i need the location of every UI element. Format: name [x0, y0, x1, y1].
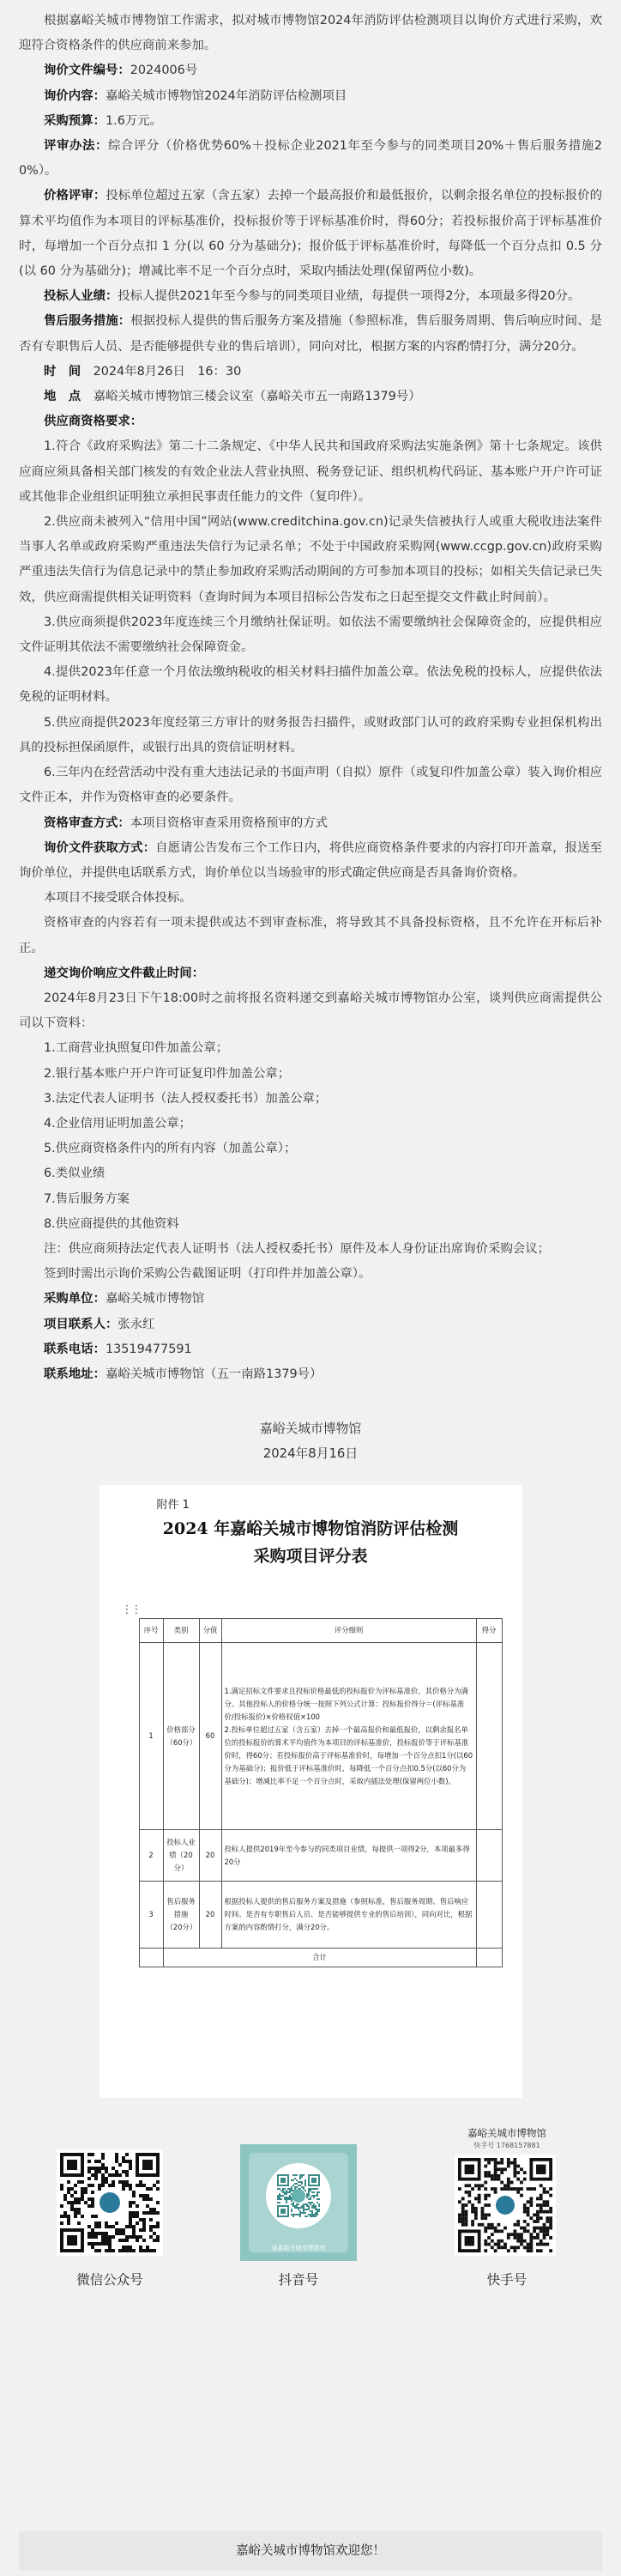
- table-cell: 20: [199, 1830, 221, 1882]
- table-header: 评分细则: [221, 1619, 476, 1643]
- material-item: 3.法定代表人证明书（法人授权委托书）加盖公章；: [44, 1091, 328, 1106]
- table-header: 分值: [199, 1619, 221, 1643]
- material-item: 4.企业信用证明加盖公章；: [44, 1116, 192, 1130]
- deadline-title: 递交询价响应文件截止时间：: [44, 966, 205, 980]
- material-item: 5.供应商资格条件内的所有内容（加盖公章）；: [44, 1142, 297, 1156]
- table-header: 类别: [163, 1619, 199, 1643]
- requirement-item: 6.三年内在经营活动中没有重大违法记录的书面声明（自拟）原件（或复印件加盖公章）装入询价相应文件正本，并作为资格审查的必要条件。: [19, 766, 602, 805]
- doc-no-line: 询价文件编号：2024006号: [44, 64, 198, 78]
- table-cell: 20: [199, 1882, 221, 1949]
- sign-date: 2024年8月16日: [262, 1446, 359, 1462]
- requirements-title: 供应商资格要求：: [44, 415, 143, 429]
- attachment-label: 附件 1: [156, 1499, 190, 1512]
- attachment-image: [99, 1485, 522, 2098]
- requirement-item: 1.符合《政府采购法》第二十二条规定、《中华人民共和国政府采购法实施条例》第十七条规定。该供应商应须具备相关部门核发的有效企业法人营业执照、税务登记证、组织机构代码证、基本账户开户许可证或其他非企业组织证明独立承担民事责任能力的文件（复印件）。: [19, 439, 602, 504]
- table-cell: 60: [199, 1643, 221, 1830]
- table-cell: 投标人提供2019年至今参与的同类项目业绩，每提供一项得2分，本项最多得20分: [221, 1830, 476, 1882]
- douyin-qr[interactable]: [240, 2144, 357, 2261]
- place-line: 地 点 嘉峪关城市博物馆三楼会议室（嘉峪关市五一南路1379号）: [44, 390, 421, 404]
- obtain-method-line: 询价文件获取方式：自愿请公告发布三个工作日内，将供应商资格条件要求的内容打印开盖章，报送至询价单位，并提供电话联系方式，询价单位以当场验审的形式确定供应商是否具备询价资格。: [19, 840, 602, 880]
- table-cell: 投标人业绩（20分）: [163, 1830, 199, 1882]
- wechat-qr[interactable]: [57, 2149, 163, 2256]
- table-row: [139, 1882, 502, 1949]
- attendance-note: 注：供应商须持法定代表人证明书（法人授权委托书）原件及本人身份证出席询价采购会议；: [44, 1241, 551, 1256]
- wechat-qr-code-icon: [57, 2149, 163, 2256]
- requirement-item: 5.供应商提供2023年度经第三方审计的财务报告扫描件，或财政部门认可的政府采购专业担保机构出具的投标担保函原件，或银行出具的资信证明材料。: [19, 715, 602, 755]
- buyer-line: 采购单位：嘉峪关城市博物馆: [44, 1292, 205, 1306]
- table-header: 序号: [139, 1619, 163, 1643]
- table-header-row: [139, 1619, 502, 1643]
- contact-line: 项目联系人：张永红: [44, 1317, 155, 1331]
- kuaishou-qr-code-icon: [455, 2155, 556, 2256]
- table-cell: [476, 1882, 502, 1949]
- table-row: [139, 1949, 502, 1967]
- table-cell: 售后服务措施（20分）: [163, 1882, 199, 1949]
- attachment-title-line1: 2024 年嘉峪关城市博物馆消防评估检测: [162, 1519, 459, 1539]
- table-cell: [476, 1830, 502, 1882]
- kuaishou-qr[interactable]: [455, 2155, 556, 2256]
- douyin-caption: @嘉峪关城市博物馆: [271, 2245, 326, 2252]
- table-cell: 1: [139, 1643, 163, 1830]
- requirement-item: 2.供应商未被列入“信用中国”网站(www.creditchina.gov.cn)记录失信被执行人或重大税收违法案件当事人名单或政府采购严重违法失信行为记录名单；不处于中国政府采购网(www.ccgp.gov.cn)政府采购严重违法失信行为信息记录中的禁止参加政府采购活动期间的方可参加本项目的投标；如相关失信记录已失效，供应商需提供相关证明资料（查询时间为本项目招标公告发布之日起至提交文件截止时间前）。: [19, 515, 602, 604]
- eval-method-line: 评审办法：综合评分（价格优势60%＋投标企业2021年至今参与的同类项目20%＋售后服务措施20%）。: [19, 139, 602, 179]
- table-cell: [139, 1949, 163, 1967]
- price-eval-line: 价格评审：投标单位超过五家（含五家）去掉一个最高报价和最低报价，以剩余报名单位的投标报价的算术平均值作为本项目的评标基准价，投标报价等于评标基准价时，得60分；若投标报价高于评标基准价时，每增加一个百分点扣 1 分(以 60 分为基础分)；报价低于评标基准价时，每降低一个百分点扣 0.5 分(以 60 分为基础分)；增减比率不足一个百分点时，采取内插法处理(保留两位小数)。: [19, 189, 602, 279]
- footer-welcome: 嘉峪关城市博物馆欢迎您！: [19, 2531, 602, 2571]
- no-consortium-line: 本项目不接受联合体投标。: [44, 891, 192, 906]
- requirement-item: 3.供应商须提供2023年度连续三个月缴纳社保证明。如依法不需要缴纳社会保障资金的，应提供相应文件证明其依法不需要缴纳社会保障资金。: [19, 615, 602, 655]
- table-cell: 价格部分（60分）: [163, 1643, 199, 1830]
- table-cell: 根据投标人提供的售后服务方案及措施（参照标准，售后服务周期、售后响应时间、是否有专职售后人员、是否能够提供专业的售后培训），同向对比，根据方案的内容酌情打分，满分20分。: [221, 1882, 476, 1949]
- address-line: 联系地址：嘉峪关城市博物馆（五一南路1379号）: [44, 1367, 323, 1381]
- intro-paragraph: 根据嘉峪关城市博物馆工作需求，拟对城市博物馆2024年消防评估检测项目以询价方式进行采购，欢迎符合资格条件的供应商前来参加。: [19, 14, 602, 53]
- table-cell: 2: [139, 1830, 163, 1882]
- material-item: 7.售后服务方案: [44, 1191, 130, 1206]
- performance-line: 投标人业绩：投标人提供2021年至今参与的同类项目业绩，每提供一项得2分，本项最多得20分。: [44, 289, 581, 304]
- table-row: [139, 1830, 502, 1882]
- qual-note-line: 资格审查的内容若有一项未提供或达不到审查标准，将导致其不具备投标资格，且不允许在开标后补正。: [19, 916, 602, 955]
- table-row: [139, 1643, 502, 1830]
- kuaishou-label: 快手号: [486, 2272, 528, 2288]
- table-cell: 合计: [163, 1949, 476, 1967]
- table-header: 得分: [476, 1619, 502, 1643]
- deadline-text: 2024年8月23日下午18:00时之前将报名资料递交到嘉峪关城市博物馆办公室，谈判供应商需提供公司以下资料：: [19, 991, 602, 1031]
- material-item: 2.银行基本账户开户许可证复印件加盖公章；: [44, 1066, 291, 1081]
- table-cell: [476, 1949, 502, 1967]
- scoring-table: [139, 1618, 503, 1967]
- requirement-item: 4.提供2023年任意一个月依法缴纳税收的相关材料扫描件加盖公章。依法免税的投标人，应提供依法免税的证明材料。: [19, 665, 602, 705]
- sign-note: 签到时需出示询价采购公告截图证明（打印件并加盖公章）。: [44, 1267, 371, 1282]
- time-line: 时 间 2024年8月26日 16：30: [44, 364, 242, 379]
- wechat-label: 微信公众号: [76, 2272, 143, 2288]
- kuaishou-head: 嘉峪关城市博物馆: [467, 2127, 546, 2140]
- table-cell: [476, 1643, 502, 1830]
- drag-handle-icon: ⋮⋮: [121, 1603, 141, 1617]
- douyin-label: 抖音号: [278, 2272, 319, 2288]
- table-cell: 1.满足招标文件要求且投标价格最低的投标报价为评标基准价，其价格分为满分。其他投标人的价格分统一按照下列公式计算：投标报价得分＝(评标基准价/投标报价)×价格权值×100 2.投标单位超过五家（含五家）去掉一个最高报价和最低报价，以剩余报名单位的投标报价的算术平均值作为本项目的评标基准价，投标报价等于评标基准价时，得60分；若投标报价高于评标基准价时，每增加一个百分点扣1分(以60分为基础分)；报价低于评标基准价时，每降低一个百分点扣0.5分(以60分为基础分)；增减比率不足一个百分点时，采取内插法处理(保留两位小数)。: [221, 1643, 476, 1830]
- content-line: 询价内容：嘉峪关城市博物馆2024年消防评估检测项目: [44, 88, 347, 103]
- material-item: 8.供应商提供的其他资料: [44, 1216, 179, 1231]
- budget-line: 采购预算：1.6万元。: [44, 113, 163, 128]
- qr-section: [0, 2117, 621, 2345]
- signature-block: [19, 1416, 602, 1466]
- material-item: 6.类似业绩: [44, 1167, 106, 1181]
- kuaishou-sub: 快手号 1768157881: [473, 2142, 540, 2150]
- material-item: 1.工商营业执照复印件加盖公章；: [44, 1041, 229, 1056]
- qual-method-line: 资格审查方式：本项目资格审查采用资格预审的方式: [44, 815, 329, 830]
- attachment-title-line2: 采购项目评分表: [253, 1547, 368, 1567]
- after-sales-line: 售后服务措施：根据投标人提供的售后服务方案及措施（参照标准，售后服务周期、售后响应时间、是否有专职售后人员、是否能够提供专业的售后培训），同向对比，根据方案的内容酌情打分，满分20分。: [19, 314, 602, 354]
- phone-line: 联系电话：13519477591: [44, 1342, 192, 1356]
- table-cell: 3: [139, 1882, 163, 1949]
- sign-org: 嘉峪关城市博物馆: [259, 1421, 362, 1437]
